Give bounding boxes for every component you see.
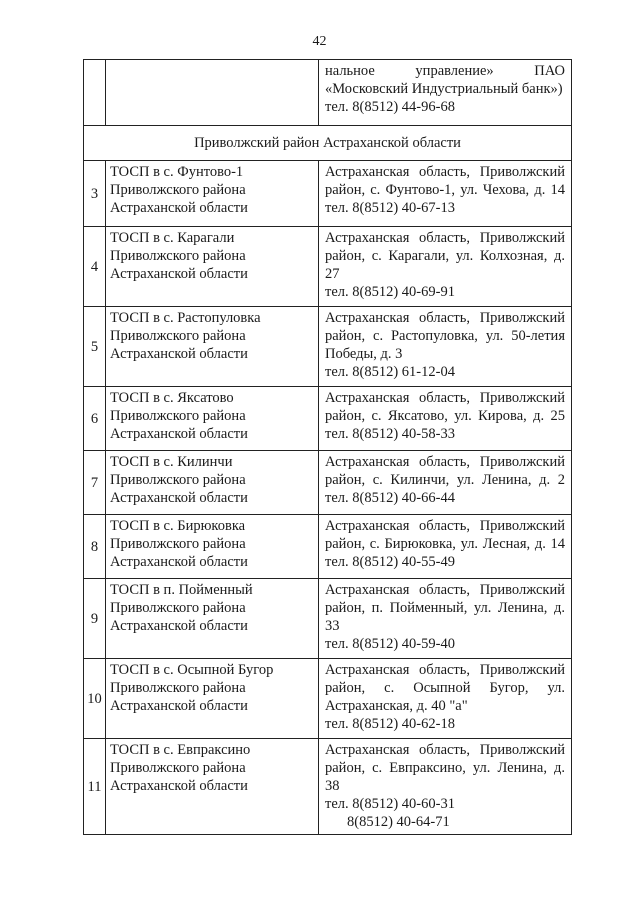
phone-text-secondary: 8(8512) 40-64-71 bbox=[347, 814, 450, 830]
table-row bbox=[84, 579, 572, 659]
name-cell: ТОСП в с. Бирюковка Приволжского района Астраханской области bbox=[106, 515, 319, 579]
address-cell bbox=[319, 515, 572, 579]
table-row bbox=[84, 161, 572, 227]
address-text: Астраханская область, Приволжский район, п. Пойменный, ул. Ленина, д. 33 bbox=[325, 582, 565, 634]
name-cell: ТОСП в п. Пойменный Приволжского района Астраханской области bbox=[106, 579, 319, 659]
address-text: нальное управление» ПАО «Московский Индустриальный банк») bbox=[325, 63, 565, 97]
row-number-cell bbox=[84, 60, 106, 126]
table-row bbox=[84, 227, 572, 307]
row-number-cell: 8 bbox=[84, 515, 106, 579]
offices-table bbox=[83, 59, 572, 835]
row-number-cell: 6 bbox=[84, 387, 106, 451]
name-cell: ТОСП в с. Осыпной Бугор Приволжского района Астраханской области bbox=[106, 659, 319, 739]
table-row bbox=[84, 387, 572, 451]
address-cell bbox=[319, 161, 572, 227]
row-number-cell: 4 bbox=[84, 227, 106, 307]
name-cell bbox=[106, 60, 319, 126]
address-text: Астраханская область, Приволжский район, с. Растопуловка, ул. 50-летия Победы, д. 3 bbox=[325, 310, 565, 362]
address-text: Астраханская область, Приволжский район, с. Фунтово-1, ул. Чехова, д. 14 тел. 8(8512) 40-67-13 bbox=[325, 164, 565, 216]
phone-text: тел. 8(8512) 40-60-31 bbox=[325, 796, 455, 812]
table-row bbox=[84, 515, 572, 579]
row-number-cell: 11 bbox=[84, 739, 106, 835]
row-number-cell: 3 bbox=[84, 161, 106, 227]
section-title: Приволжский район Астраханской области bbox=[84, 126, 572, 161]
phone-text: тел. 8(8512) 40-69-91 bbox=[325, 284, 455, 300]
address-cell bbox=[319, 659, 572, 739]
address-text: Астраханская область, Приволжский район, с. Бирюковка, ул. Лесная, д. 14 тел. 8(8512) 40-55-49 bbox=[325, 518, 565, 570]
address-text: Астраханская область, Приволжский район, с. Осыпной Бугор, ул. Астраханская, д. 40 "а" bbox=[325, 662, 565, 714]
name-cell: ТОСП в с. Карагали Приволжского района Астраханской области bbox=[106, 227, 319, 307]
name-cell: ТОСП в с. Яксатово Приволжского района Астраханской области bbox=[106, 387, 319, 451]
section-header-row bbox=[84, 126, 572, 161]
address-text: Астраханская область, Приволжский район, с. Карагали, ул. Колхозная, д. 27 bbox=[325, 230, 565, 282]
page-number: 42 bbox=[312, 34, 327, 49]
address-text: Астраханская область, Приволжский район, с. Евпраксино, ул. Ленина, д. 38 bbox=[325, 742, 565, 794]
address-cell bbox=[319, 387, 572, 451]
name-cell: ТОСП в с. Килинчи Приволжского района Астраханской области bbox=[106, 451, 319, 515]
phone-text: тел. 8(8512) 44-96-68 bbox=[325, 99, 455, 115]
row-number-cell: 10 bbox=[84, 659, 106, 739]
row-number-cell: 9 bbox=[84, 579, 106, 659]
name-cell: ТОСП в с. Фунтово-1 Приволжского района Астраханской области bbox=[106, 161, 319, 227]
address-cell bbox=[319, 307, 572, 387]
address-cell bbox=[319, 739, 572, 835]
address-cell bbox=[319, 227, 572, 307]
address-cell bbox=[319, 579, 572, 659]
row-number-cell: 7 bbox=[84, 451, 106, 515]
name-cell: ТОСП в с. Евпраксино Приволжского района Астраханской области bbox=[106, 739, 319, 835]
phone-text: тел. 8(8512) 40-62-18 bbox=[325, 716, 455, 732]
address-text: Астраханская область, Приволжский район, с. Килинчи, ул. Ленина, д. 2 тел. 8(8512) 40-66-44 bbox=[325, 454, 565, 506]
table-row bbox=[84, 739, 572, 835]
table-row bbox=[84, 451, 572, 515]
table-row bbox=[84, 659, 572, 739]
row-number-cell: 5 bbox=[84, 307, 106, 387]
address-cell bbox=[319, 451, 572, 515]
name-cell: ТОСП в с. Растопуловка Приволжского района Астраханской области bbox=[106, 307, 319, 387]
table-row bbox=[84, 307, 572, 387]
phone-text: тел. 8(8512) 40-59-40 bbox=[325, 636, 455, 652]
address-cell bbox=[319, 60, 572, 126]
phone-text: тел. 8(8512) 61-12-04 bbox=[325, 364, 455, 380]
continuation-row bbox=[84, 60, 572, 126]
address-text: Астраханская область, Приволжский район, с. Яксатово, ул. Кирова, д. 25 тел. 8(8512) 40-58-33 bbox=[325, 390, 565, 442]
